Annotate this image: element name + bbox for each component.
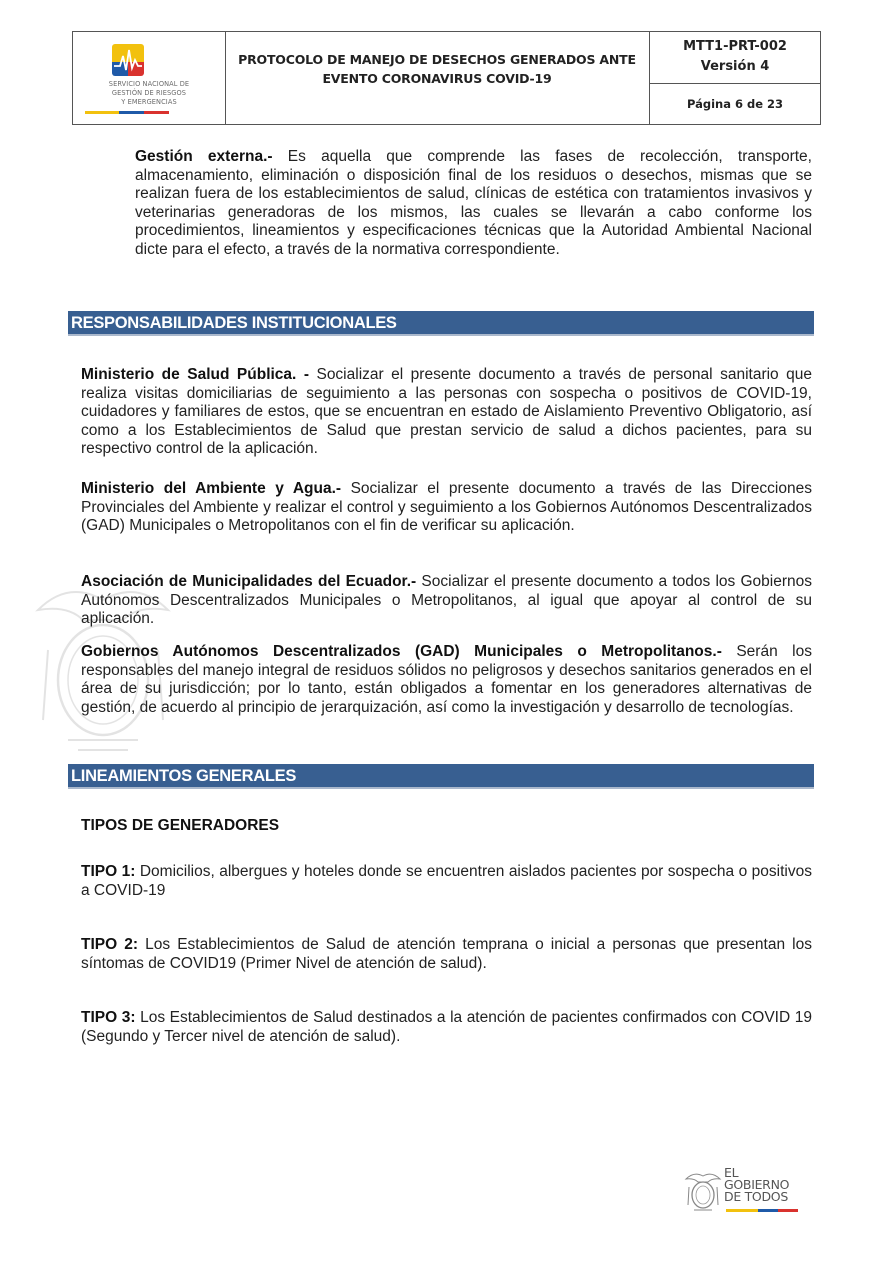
- tipo-term: TIPO 3:: [81, 1009, 136, 1026]
- responsabilidad-term: Asociación de Municipalidades del Ecuador.-: [81, 573, 417, 590]
- responsabilidad-item-gad: [81, 643, 812, 717]
- responsabilidad-text: Socializar el presente documento a través de las Direcciones Provinciales del Ambiente y realizar el control y seguimiento a los Gobiernos Autónomos Descentralizados (GAD) Municipales o Metropolitanos con el fin de verificar su aplicación.: [81, 480, 812, 535]
- ecuador-coat-of-arms-icon: [684, 1169, 722, 1213]
- gobierno-de-todos-logo: [684, 1167, 804, 1215]
- logo-text-line3: Y EMERGENCIAS: [121, 98, 177, 106]
- section-header-responsabilidades: RESPONSABILIDADES INSTITUCIONALES: [68, 311, 814, 336]
- gobierno-logo-line2: GOBIERNO: [724, 1177, 790, 1192]
- responsabilidad-item-msp: [81, 366, 812, 459]
- document-version: Versión 4: [700, 59, 770, 74]
- tipo-item-3: [81, 1009, 812, 1046]
- logo-text-line2: GESTIÓN DE RIESGOS: [111, 89, 187, 97]
- section-header-lineamientos: LINEAMIENTOS GENERALES: [68, 764, 814, 789]
- document-header: [72, 31, 821, 125]
- gobierno-logo-text: [724, 1167, 789, 1203]
- responsabilidad-term: Gobiernos Autónomos Descentralizados (GAD) Municipales o Metropolitanos.-: [81, 643, 722, 660]
- document-title: [225, 50, 649, 88]
- responsabilidad-text: Serán los responsables del manejo integral de residuos sólidos no peligrosos y desechos sanitarios generados en el área de su jurisdicción; por lo tanto, están obligados a fomentar en los generadores alternativas de gestión, de acuerdo al principio de jerarquización, así como la investigación y desarrollo de tecnologías.: [81, 643, 812, 716]
- document-code: MTT1-PRT-002: [683, 39, 787, 54]
- tipo-term: TIPO 1:: [81, 863, 136, 880]
- gobierno-logo-line1: EL: [724, 1165, 739, 1180]
- paragraph-text: Es aquella que comprende las fases de recolección, transporte, almacenamiento, eliminación o disposición final de los residuos o desechos, mismas que se realizan fuera de los establecimientos de salud, clínicas de estética con tratamientos invasivos y veterinarias generadoras de los mismos, las cuales se llevarán a cabo conforme los procedimientos, lineamientos y especificaciones técnicas que la Autoridad Ambiental Nacional dicte para el efecto, a través de la normativa correspondiente.: [135, 148, 812, 258]
- tipos-de-generadores-heading: TIPOS DE GENERADORES: [81, 817, 280, 834]
- title-line-1: PROTOCOLO DE MANEJO DE DESECHOS GENERADOS ANTE: [238, 52, 636, 67]
- tipo-item-2: [81, 936, 812, 973]
- logo-color-stripe: [85, 111, 169, 114]
- responsabilidad-item-ame: [81, 573, 812, 629]
- code-version-cell: [650, 32, 820, 84]
- paragraph-term: Gestión externa.-: [135, 148, 273, 165]
- tipo-text: Los Establecimientos de Salud destinados a la atención de pacientes confirmados con COVID 19 (Segundo y Tercer nivel de atención de salud).: [81, 1009, 812, 1045]
- tipo-term: TIPO 2:: [81, 936, 139, 953]
- header-meta-cell: [650, 32, 820, 124]
- page-number: Página 6 de 23: [686, 97, 784, 111]
- gobierno-logo-line3: DE TODOS: [724, 1189, 788, 1204]
- responsabilidad-term: Ministerio del Ambiente y Agua.-: [81, 480, 342, 497]
- logo-text-line1: SERVICIO NACIONAL DE: [108, 80, 190, 88]
- page-number-cell: [650, 84, 820, 124]
- header-logo-cell: [73, 32, 226, 124]
- sngre-logo-icon: [112, 44, 144, 76]
- tipo-text: Los Establecimientos de Salud de atención temprana o inicial a personas que presentan los síntomas de COVID19 (Primer Nivel de atención de salud).: [81, 936, 812, 972]
- header-title-cell: [225, 32, 650, 124]
- responsabilidad-item-maae: [81, 480, 812, 536]
- tipo-item-1: [81, 863, 812, 900]
- responsabilidad-text: Socializar el presente documento a todos los Gobiernos Autónomos Descentralizados Municipales o Metropolitanos, al igual que apoyar al control de su aplicación.: [81, 573, 812, 628]
- tipo-text: Domicilios, albergues y hoteles donde se encuentren aislados pacientes por sospecha o positivos a COVID-19: [81, 863, 812, 899]
- responsabilidad-text: Socializar el presente documento a través de personal sanitario que realiza visitas domiciliarias de seguimiento a las personas con sospecha o positivos de COVID-19, cuidadores y familiares de estos, que se encuentran en estado de Aislamiento Preventivo Obligatorio, así como a los Establecimientos de Salud que prestan servicio de salud a dichos pacientes, para su respectivo control de la aplicación.: [81, 366, 813, 458]
- gestion-externa-paragraph: [135, 148, 812, 260]
- title-line-2: EVENTO CORONAVIRUS COVID-19: [322, 71, 552, 86]
- responsabilidad-term: Ministerio de Salud Pública. -: [81, 366, 309, 383]
- gobierno-color-stripe: [726, 1209, 798, 1212]
